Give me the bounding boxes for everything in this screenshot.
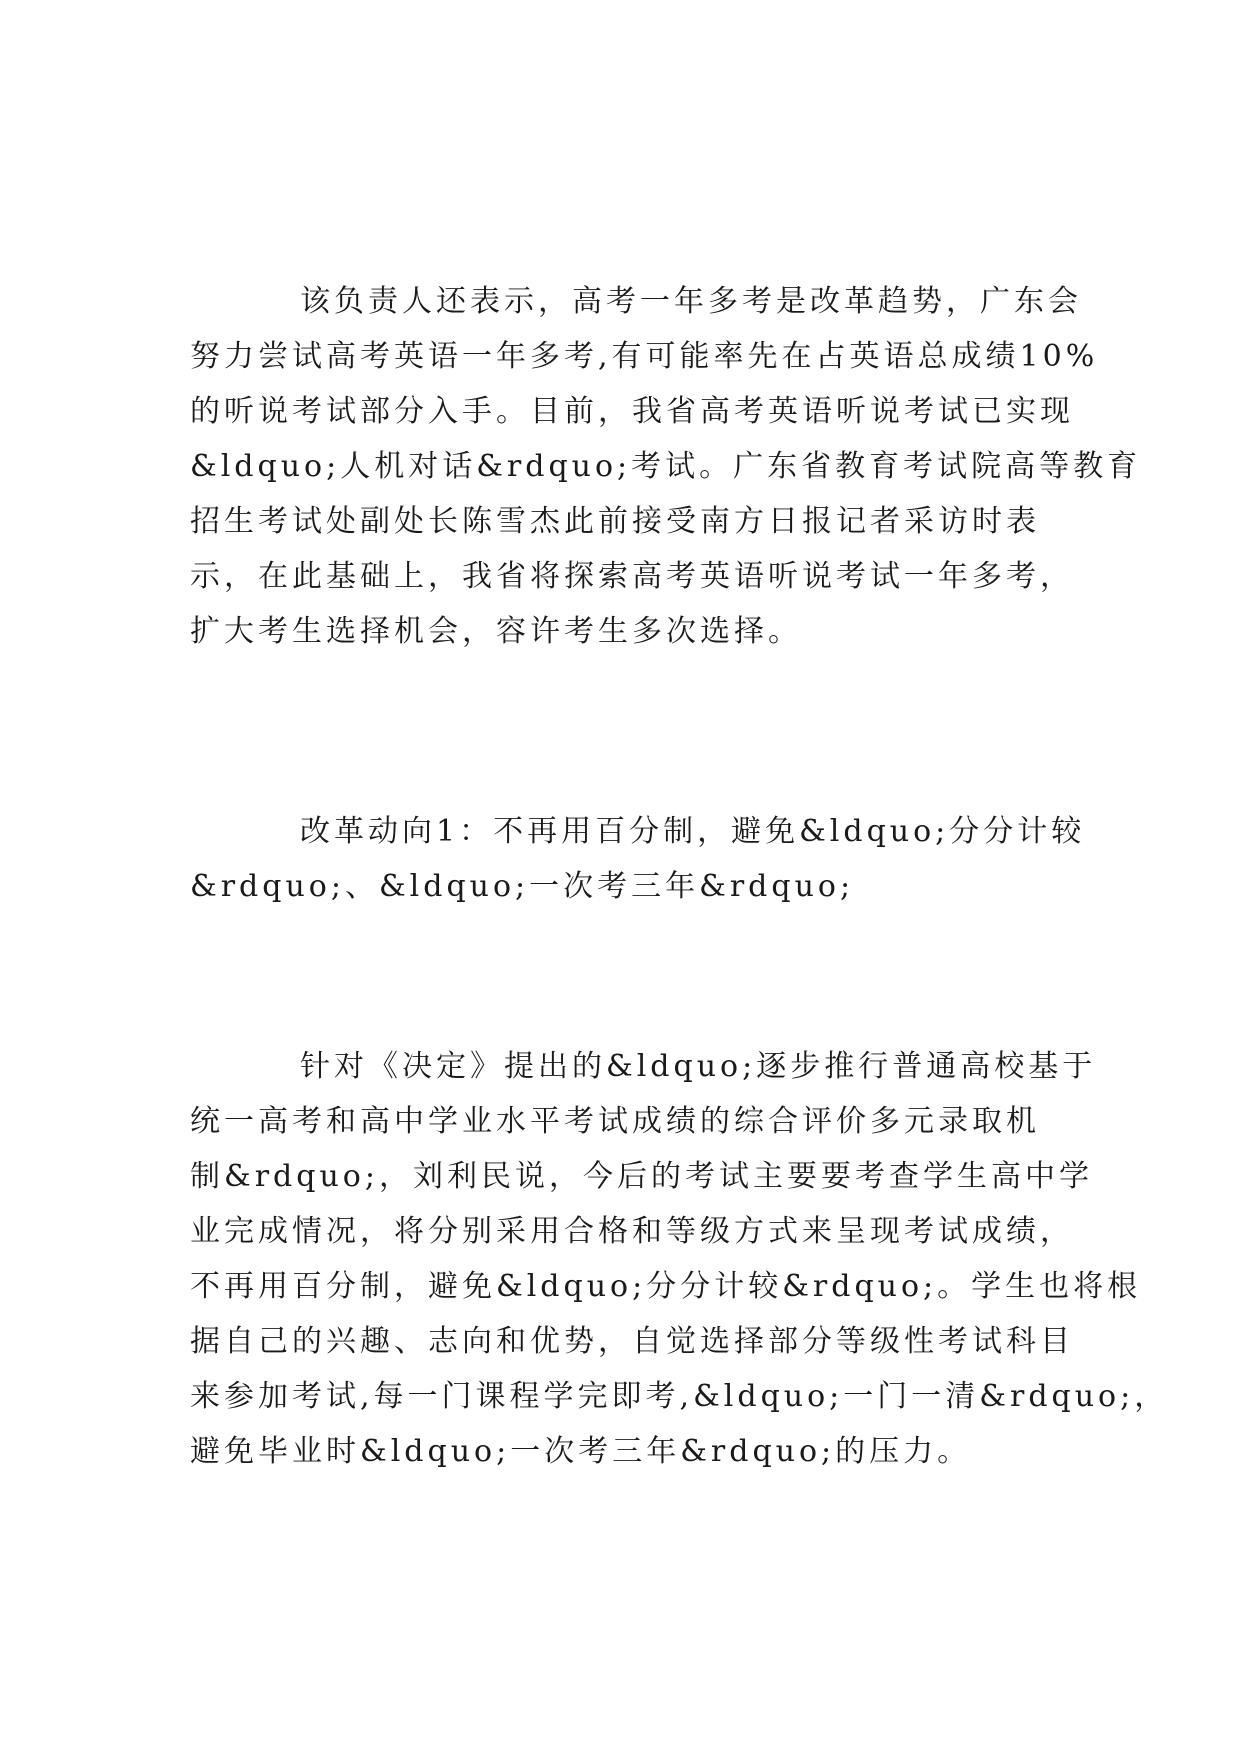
paragraph-line: 据自己的兴趣、志向和优势，自觉选择部分等级性考试科目 xyxy=(190,1324,1074,1359)
paragraph-line: 针对《决定》提出的&ldquo;逐步推行普通高校基于 xyxy=(300,1049,1097,1084)
paragraph-line: 避免毕业时&ldquo;一次考三年&rdquo;的压力。 xyxy=(190,1434,972,1469)
paragraph-line: 统一高考和高中学业水平考试成绩的综合评价多元录取机 xyxy=(190,1104,1040,1139)
paragraph-line: 的听说考试部分入手。目前，我省高考英语听说考试已实现 xyxy=(190,394,1074,429)
paragraph-line: 招生考试处副处长陈雪杰此前接受南方日报记者采访时表 xyxy=(190,504,1040,539)
paragraph-3 xyxy=(190,1039,1169,1479)
paragraph-1 xyxy=(190,274,1142,659)
paragraph-line: &ldquo;人机对话&rdquo;考试。广东省教育考试院高等教育 xyxy=(190,449,1142,484)
paragraph-line: &rdquo;、&ldquo;一次考三年&rdquo; xyxy=(190,869,855,904)
paragraph-line: 业完成情况，将分别采用合格和等级方式来呈现考试成绩， xyxy=(190,1214,1074,1249)
paragraph-line: 该负责人还表示，高考一年多考是改革趋势，广东会 xyxy=(300,284,1082,319)
paragraph-line: 不再用百分制，避免&ldquo;分分计较&rdquo;。学生也将根 xyxy=(190,1269,1142,1304)
paragraph-line: 制&rdquo;，刘利民说，今后的考试主要要考查学生高中学 xyxy=(190,1159,1093,1194)
paragraph-line: 示，在此基础上，我省将探索高考英语听说考试一年多考， xyxy=(190,559,1074,594)
section-heading-paragraph xyxy=(190,804,1086,914)
paragraph-line: 来参加考试,每一门课程学完即考,&ldquo;一门一清&rdquo;， xyxy=(190,1379,1169,1414)
paragraph-line: 扩大考生选择机会，容许考生多次选择。 xyxy=(190,614,802,649)
paragraph-line: 改革动向1：不再用百分制，避免&ldquo;分分计较 xyxy=(300,814,1086,849)
paragraph-line: 努力尝试高考英语一年多考,有可能率先在占英语总成绩10% xyxy=(190,339,1099,374)
